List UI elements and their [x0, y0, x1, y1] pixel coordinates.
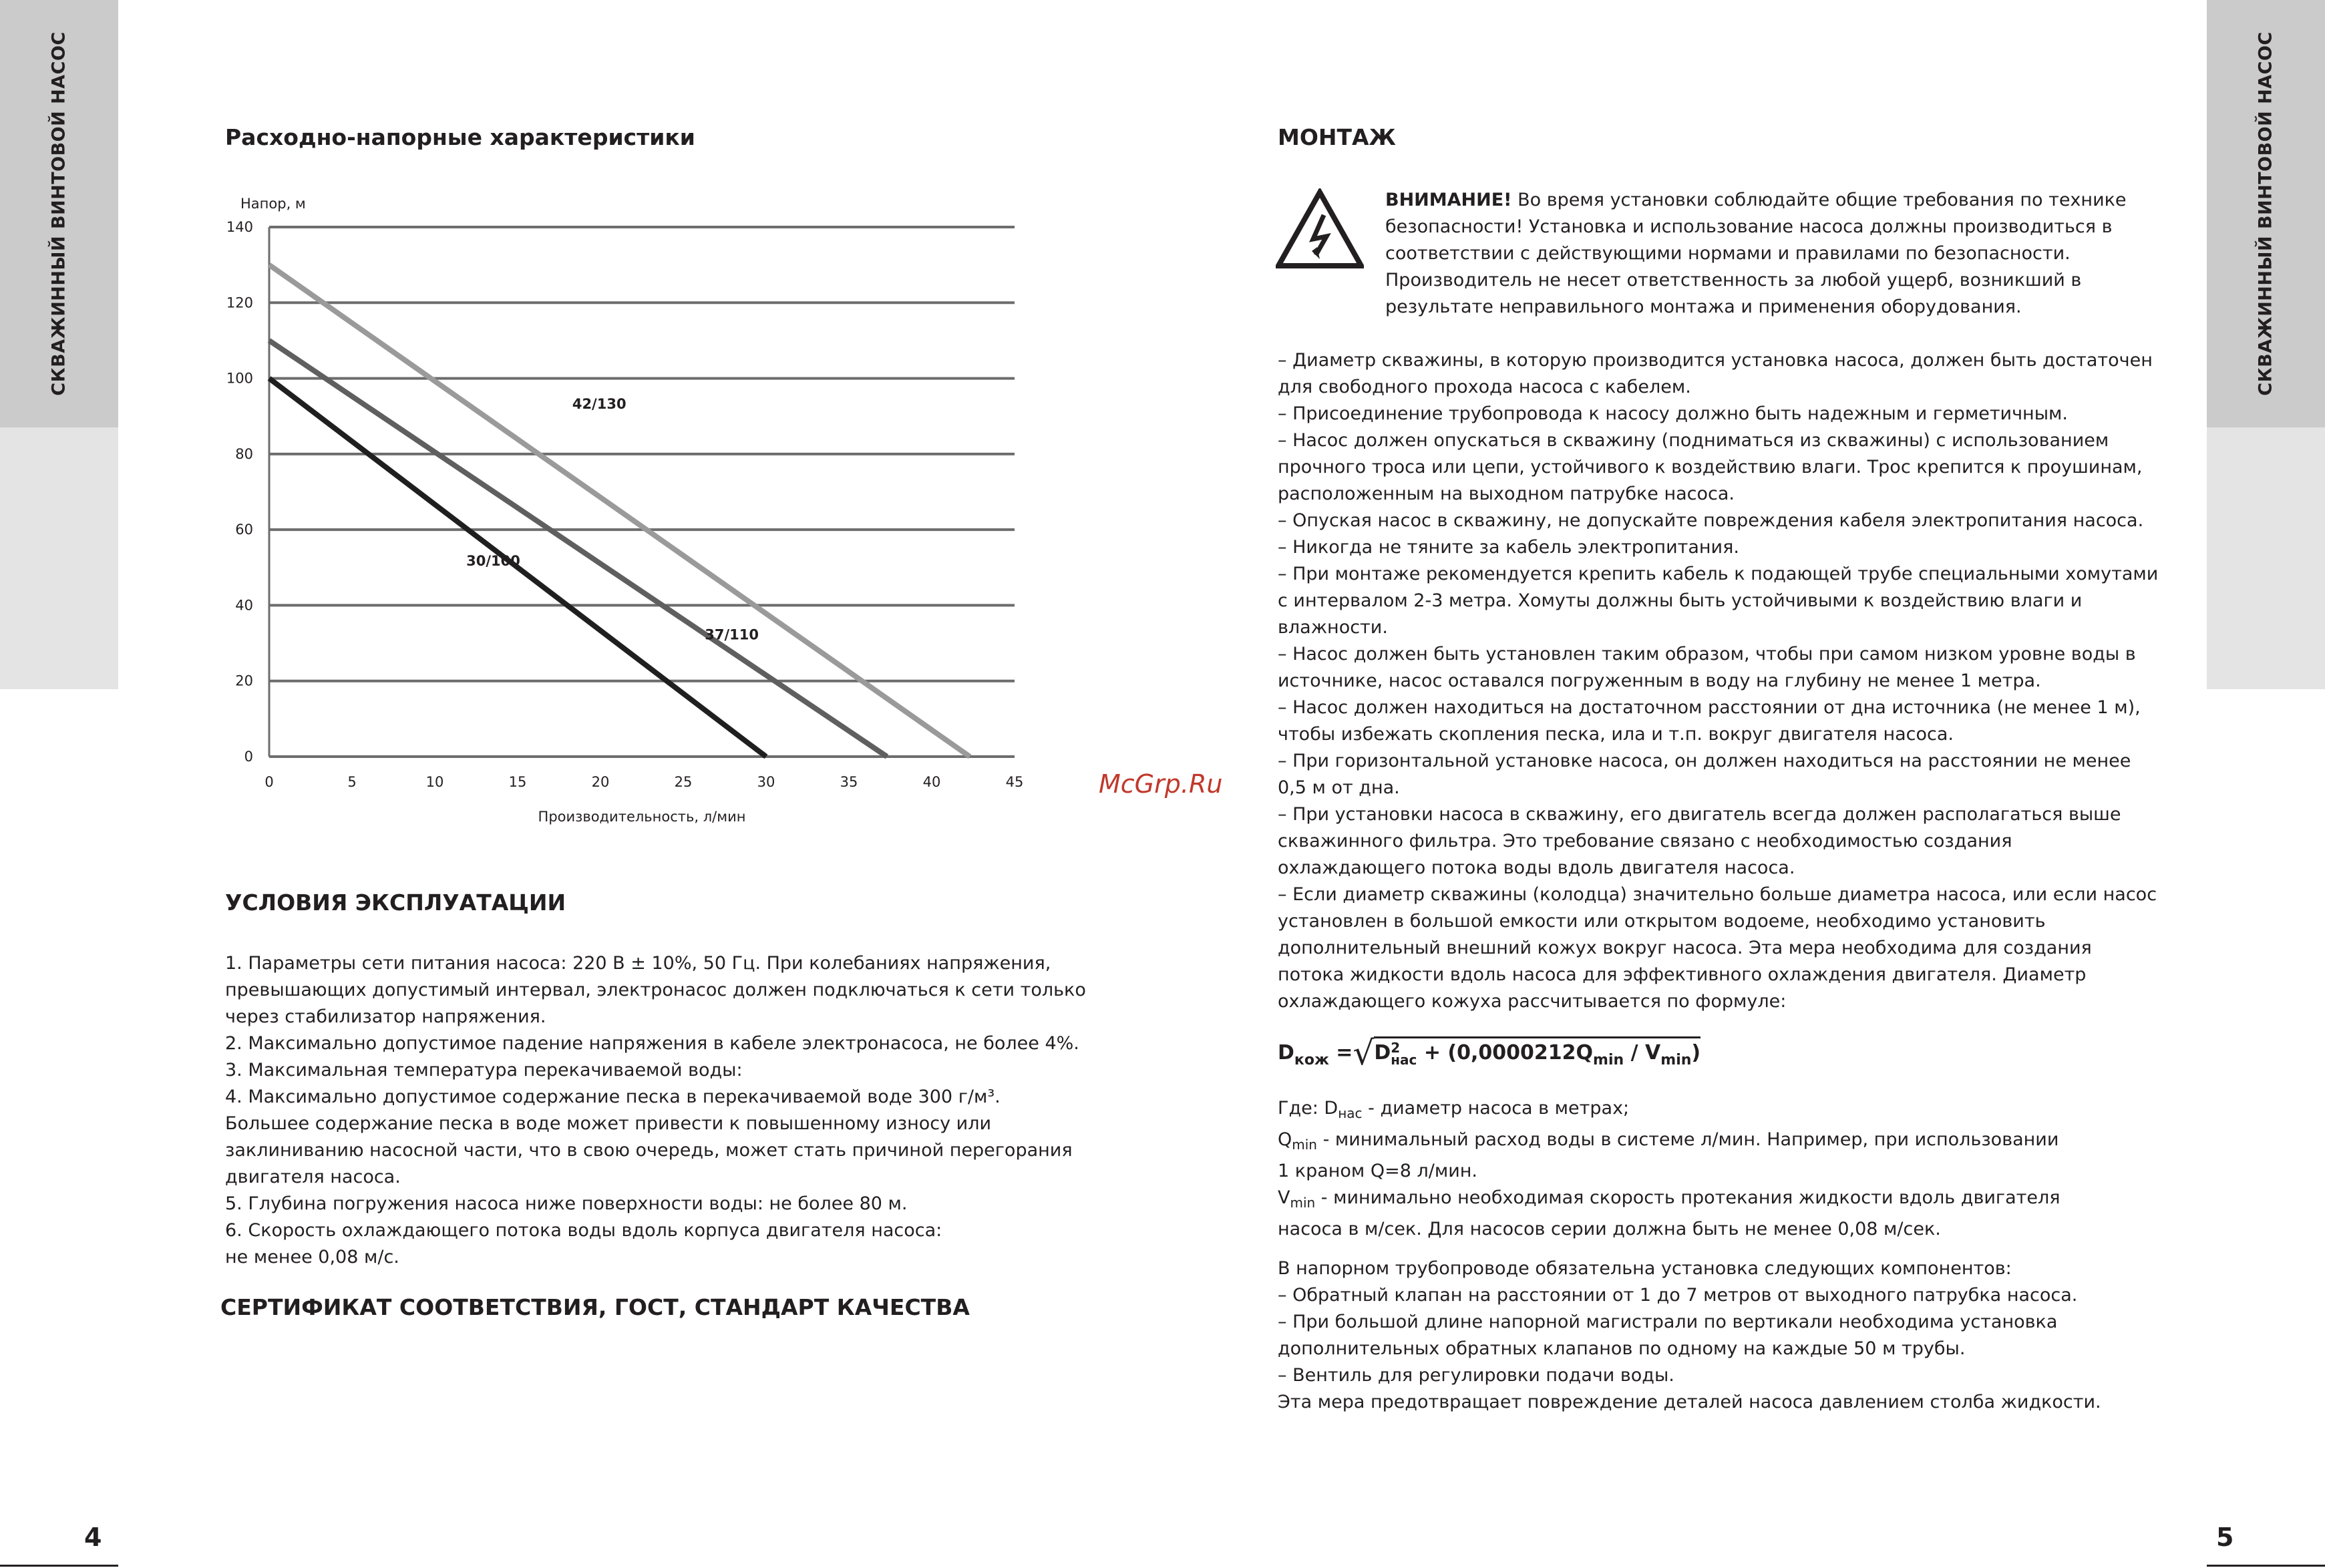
text-line: Эта мера предотвращает повреждение деталей насоса давлением столба жидкости.: [1278, 1392, 2101, 1412]
text-line: – Никогда не тяните за кабель электропитания.: [1278, 537, 1739, 558]
formula-q-sub: min: [1593, 1052, 1624, 1068]
text-line: 0,5 м от дна.: [1278, 777, 1400, 798]
text-line: – Обратный клапан на расстоянии от 1 до 7 метров от выходного патрубка насоса.: [1278, 1285, 2078, 1306]
text-line: превышающих допустимый интервал, электронасос должен подключаться к сети только: [225, 980, 1086, 1000]
text-line: – При установки насоса в скважину, его двигатель всегда должен располагаться выше: [1278, 804, 2121, 825]
legend-subscript: min: [1292, 1137, 1317, 1153]
text-line: 2. Максимально допустимое падение напряжения в кабеле электронасоса, не более 4%.: [225, 1033, 1079, 1054]
y-tick-label: 20: [235, 672, 253, 689]
warning-line: [1385, 214, 2127, 240]
page-number-left: 4: [84, 1523, 102, 1552]
text-line: источнике, насос оставался погруженным в воду на глубину не менее 1 метра.: [1278, 670, 2041, 691]
legend-symbol: V: [1278, 1187, 1290, 1208]
x-tick-label: 15: [508, 774, 527, 790]
x-tick-label: 40: [922, 774, 941, 790]
side-tab-label: СКВАЖИННЫЙ ВИНТОВОЙ НАСОС: [48, 31, 69, 396]
series-line-42-130: [269, 265, 970, 757]
warning-line-text: соответствии с действующими нормами и правилами по безопасности.: [1385, 243, 2071, 264]
text-line: – Насос должен быть установлен таким образом, чтобы при самом низком уровне воды в: [1278, 644, 2136, 664]
legend-text: 1 краном Q=8 л/мин.: [1278, 1161, 1478, 1181]
warning-line-text: безопасности! Установка и использование насоса должны производиться в: [1385, 216, 2113, 237]
text-line: влажности.: [1278, 617, 1388, 638]
legend-symbol: Где: D: [1278, 1098, 1338, 1119]
formula-d: D: [1278, 1041, 1294, 1064]
legend-line: [1278, 1095, 2061, 1127]
conditions-text: [225, 950, 1086, 1271]
x-tick-label: 20: [591, 774, 610, 790]
legend-line: [1278, 1127, 2061, 1158]
formula-slash: / V: [1624, 1041, 1661, 1064]
x-tick-label: 5: [347, 774, 357, 790]
certificate-heading: СЕРТИФИКАТ СООТВЕТСТВИЯ, ГОСТ, СТАНДАРТ КАЧЕСТВА: [220, 1294, 970, 1320]
text-line: с интервалом 2-3 метра. Хомуты должны быть устойчивыми к воздействию влаги и: [1278, 590, 2083, 611]
page-divider-right: [2207, 1565, 2325, 1567]
warning-line-text: результате неправильного монтажа и применения оборудования.: [1385, 297, 2022, 317]
y-tick-label: 60: [235, 522, 253, 538]
text-line: дополнительный внешний кожух вокруг насоса. Эта мера необходима для создания: [1278, 938, 2092, 958]
formula-close: ): [1691, 1041, 1701, 1064]
text-line: – Если диаметр скважины (колодца) значительно больше диаметра насоса, или если насос: [1278, 884, 2157, 905]
series-label: 37/110: [705, 626, 759, 643]
formula-v-sub: min: [1660, 1052, 1692, 1068]
sqrt-sign: √: [1353, 1034, 1375, 1072]
page-divider-left: [0, 1565, 118, 1567]
text-line: – Диаметр скважины, в которую производится установка насоса, должен быть достаточен: [1278, 350, 2153, 371]
pipeline-components: [1278, 1255, 2101, 1416]
x-tick-label: 0: [264, 774, 274, 790]
cooling-jacket-formula: [1278, 1034, 1701, 1072]
text-line: двигателя насоса.: [225, 1167, 401, 1187]
y-tick-label: 120: [226, 295, 253, 311]
legend-text: насоса в м/сек. Для насосов серии должна быть не менее 0,08 м/сек.: [1278, 1219, 1941, 1239]
text-line: 5. Глубина погружения насоса ниже поверхности воды: не более 80 м.: [225, 1193, 908, 1214]
x-axis-label: Производительность, л/мин: [538, 809, 746, 825]
text-line: расположенным на выходном патрубке насоса.: [1278, 483, 1735, 504]
legend-line: [1278, 1158, 2061, 1185]
legend-subscript: нас: [1338, 1105, 1363, 1121]
warning-line: [1385, 294, 2127, 321]
text-line: Большее содержание песка в воде может привести к повышенному износу или: [225, 1113, 991, 1134]
legend-text: - минимально необходимая скорость протекания жидкости вдоль двигателя: [1315, 1187, 2061, 1208]
chart-svg: [214, 187, 1055, 828]
y-tick-label: 40: [235, 597, 253, 614]
text-line: дополнительных обратных клапанов по одному на каждые 50 м трубы.: [1278, 1338, 1966, 1359]
side-tab-label: СКВАЖИННЫЙ ВИНТОВОЙ НАСОС: [2255, 31, 2276, 396]
formula-inner-sup: 2: [1391, 1039, 1401, 1056]
y-tick-label: 100: [226, 370, 253, 387]
text-line: через стабилизатор напряжения.: [225, 1006, 546, 1027]
text-line: 4. Максимально допустимое содержание песка в перекачиваемой воде 300 г/м³.: [225, 1087, 1001, 1107]
montage-instructions: [1278, 347, 2158, 1015]
text-line: – Вентиль для регулировки подачи воды.: [1278, 1365, 1674, 1386]
text-line: заклиниванию насосной части, что в свою очередь, может стать причиной перегорания: [225, 1140, 1073, 1161]
formula-eq: =: [1328, 1041, 1353, 1064]
formula-legend: [1278, 1095, 2061, 1243]
x-tick-label: 35: [840, 774, 858, 790]
side-tab-left: [0, 0, 118, 689]
x-tick-label: 30: [757, 774, 775, 790]
x-tick-label: 25: [674, 774, 693, 790]
sqrt-content: [1374, 1036, 1701, 1068]
chart-title: Расходно-напорные характеристики: [225, 124, 695, 150]
y-axis-label: Напор, м: [240, 196, 306, 212]
series-label: 42/130: [572, 395, 627, 412]
text-line: охлаждающего потока воды вдоль двигателя насоса.: [1278, 857, 1795, 878]
legend-text: - диаметр насоса в метрах;: [1362, 1098, 1630, 1119]
formula-supsub: [1391, 1039, 1417, 1068]
legend-line: [1278, 1216, 2061, 1243]
warning-line: [1385, 187, 2127, 214]
formula-inner-d: D: [1374, 1041, 1391, 1064]
legend-subscript: min: [1290, 1195, 1316, 1211]
legend-line: [1278, 1185, 2061, 1216]
text-line: потока жидкости вдоль насоса для эффективного охлаждения двигателя. Диаметр: [1278, 964, 2087, 985]
text-line: – Присоединение трубопровода к насосу должно быть надежным и герметичным.: [1278, 403, 2068, 424]
text-line: чтобы избежать скопления песка, ила и т.п. вокруг двигателя насоса.: [1278, 724, 1954, 745]
text-line: 6. Скорость охлаждающего потока воды вдоль корпуса двигателя насоса:: [225, 1220, 942, 1241]
formula-d-sub: кож: [1294, 1052, 1329, 1068]
formula-rest: + (0,0000212Q: [1417, 1041, 1594, 1064]
warning-line-text: Производитель не несет ответственность за любой ущерб, возникший в: [1385, 270, 2082, 290]
x-tick-label: 45: [1005, 774, 1024, 790]
warning-line-text: Во время установки соблюдайте общие требования по технике: [1511, 190, 2127, 210]
text-line: 1. Параметры сети питания насоса: 220 В ± 10%, 50 Гц. При колебаниях напряжения,: [225, 953, 1051, 974]
warning-line: [1385, 267, 2127, 294]
text-line: охлаждающего кожуха рассчитывается по формуле:: [1278, 991, 1787, 1012]
y-tick-label: 80: [235, 445, 253, 462]
text-line: В напорном трубопроводе обязательна установка следующих компонентов:: [1278, 1258, 2012, 1279]
conditions-heading: УСЛОВИЯ ЭКСПЛУАТАЦИИ: [225, 890, 566, 916]
page-number-right: 5: [2216, 1523, 2234, 1552]
y-tick-label: 0: [244, 749, 253, 765]
text-line: – Насос должен опускаться в скважину (подниматься из скважины) с использованием: [1278, 430, 2109, 451]
text-line: для свободного прохода насоса с кабелем.: [1278, 377, 1691, 397]
text-line: – Насос должен находиться на достаточном расстоянии от дна источника (не менее 1 м),: [1278, 697, 2141, 718]
warning-label: ВНИМАНИЕ!: [1385, 190, 1512, 210]
y-tick-label: 140: [226, 219, 253, 235]
legend-symbol: Q: [1278, 1129, 1292, 1150]
high-voltage-warning-icon: [1276, 188, 1364, 270]
text-line: – При монтаже рекомендуется крепить кабель к подающей трубе специальными хомутами: [1278, 564, 2159, 584]
text-line: скважинного фильтра. Это требование связано с необходимостью создания: [1278, 831, 2012, 851]
text-line: прочного троса или цепи, устойчивого к воздействию влаги. Трос крепится к проушинам,: [1278, 457, 2143, 477]
legend-text: - минимальный расход воды в системе л/мин. Например, при использовании: [1316, 1129, 2059, 1150]
warning-text: [1385, 187, 2127, 321]
series-label: 30/100: [466, 552, 520, 569]
montage-heading: МОНТАЖ: [1278, 124, 1396, 150]
text-line: не менее 0,08 м/с.: [225, 1247, 399, 1267]
warning-line: [1385, 240, 2127, 267]
x-tick-label: 10: [425, 774, 444, 790]
text-line: – При горизонтальной установке насоса, он должен находиться на расстоянии не менее: [1278, 751, 2131, 771]
pump-performance-chart: [214, 187, 1055, 828]
text-line: 3. Максимальная температура перекачиваемой воды:: [225, 1060, 743, 1081]
text-line: – Опуская насос в скважину, не допускайте повреждения кабеля электропитания насоса.: [1278, 510, 2144, 531]
watermark: McGrp.Ru: [1099, 769, 1223, 799]
formula-inner-sub: нас: [1391, 1051, 1417, 1068]
text-line: – При большой длине напорной магистрали по вертикали необходима установка: [1278, 1312, 2058, 1332]
side-tab-right: [2207, 0, 2325, 689]
text-line: установлен в большой емкости или открытом водоеме, необходимо установить: [1278, 911, 2046, 932]
